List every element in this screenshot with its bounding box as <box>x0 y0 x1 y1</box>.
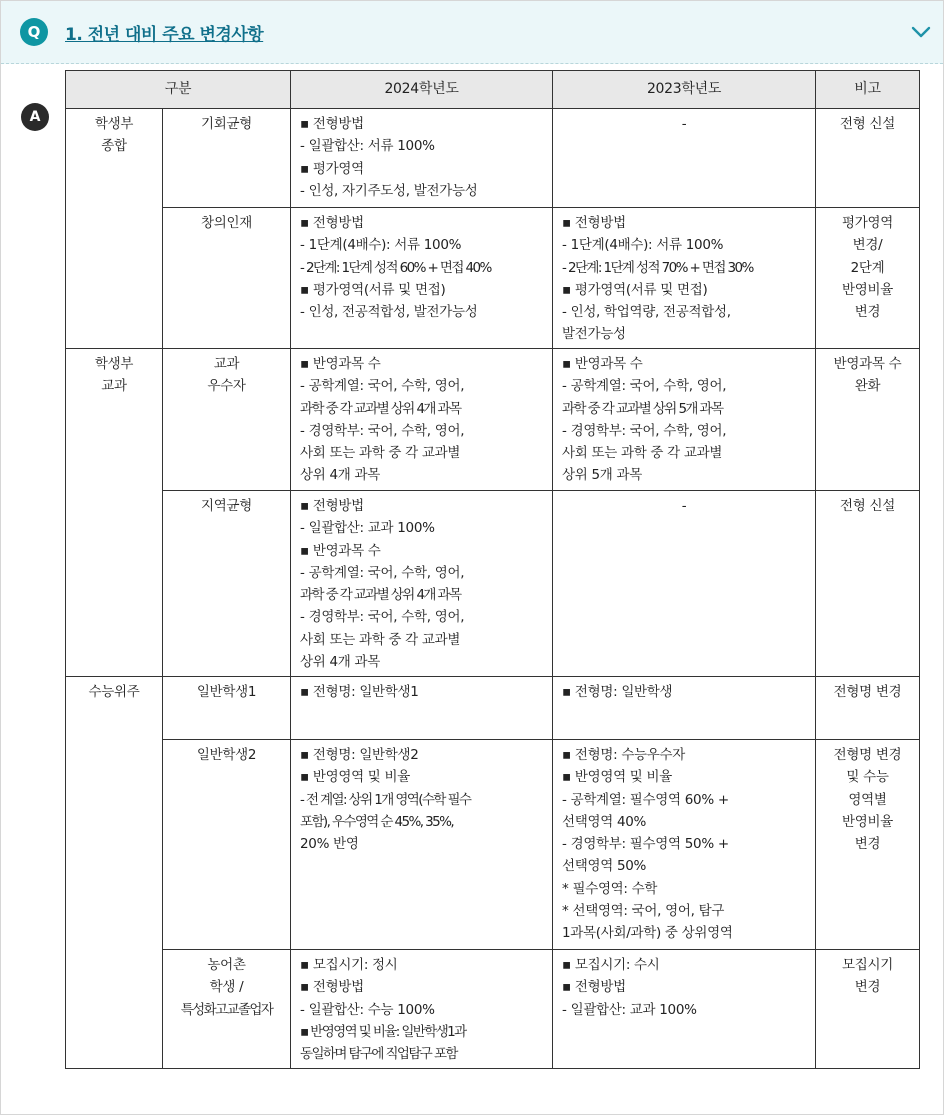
text-line: 상위 4개 과목 <box>300 467 380 484</box>
note-line: 변경 <box>854 836 881 853</box>
text-line: 과학 중 각 교과별 상위 4개 과목 <box>300 400 461 417</box>
subcategory-line: 특성화고교졸업자 <box>180 1001 273 1018</box>
text-line: ▪ 전형명: 일반학생 <box>562 684 673 700</box>
category-line: 학생부 <box>94 356 134 372</box>
text-line: ▪ 전형명: 수능우수자 <box>562 747 686 763</box>
text-line: - 인성, 학업역량, 전공적합성, <box>562 304 731 321</box>
cell-2024 <box>291 740 553 950</box>
table-row <box>66 208 920 349</box>
note-line: 반영과목 수 <box>833 356 902 372</box>
text-line: ▪ 전형방법 <box>300 116 364 132</box>
subcategory-cell <box>163 109 291 208</box>
note-line: 변경/ <box>852 237 883 254</box>
text-line: - 공학계열: 국어, 수학, 영어, <box>562 378 727 395</box>
question-title[interactable]: 1. 전년 대비 주요 변경사항 <box>65 25 264 45</box>
chevron-down-icon[interactable] <box>911 25 931 39</box>
text-line: 20% 반영 <box>300 836 359 853</box>
text-line: - 경영학부: 국어, 수학, 영어, <box>562 422 727 439</box>
cell-2024 <box>291 491 553 677</box>
text-line: 1과목(사회/과학) 중 상위영역 <box>562 925 733 942</box>
note-line: 평가영역 <box>842 215 893 231</box>
cell-note <box>816 109 920 208</box>
note-line: 반영비율 <box>842 281 893 298</box>
text-line: ▪ 전형방법 <box>562 979 626 996</box>
text-line: ▪ 모집시기: 정시 <box>300 957 398 973</box>
table-row <box>66 740 920 950</box>
subcategory-line: 농어촌 <box>207 957 246 973</box>
cell-note <box>816 491 920 677</box>
cell-2023 <box>553 208 816 349</box>
text-line: 사회 또는 과학 중 각 교과별 <box>562 445 723 462</box>
text-line: - 공학계열: 국어, 수학, 영어, <box>300 564 465 581</box>
text-line: - 1단계(4배수): 서류 100% <box>300 237 462 254</box>
text-line: - 공학계열: 국어, 수학, 영어, <box>300 378 465 395</box>
table-header-row <box>66 71 920 109</box>
category-line: 학생부 <box>94 116 134 132</box>
text-line: ▪ 전형명: 일반학생2 <box>300 747 419 763</box>
question-header[interactable] <box>1 1 943 64</box>
text-line: - 공학계열: 필수영역 60% + <box>562 791 729 808</box>
text-line: - <box>681 498 687 514</box>
cell-note <box>816 677 920 740</box>
table-row <box>66 950 920 1069</box>
cell-2024 <box>291 349 553 491</box>
cell-note <box>816 208 920 349</box>
note-line: 전형명 변경 <box>833 747 902 763</box>
note-line: 영역별 <box>848 791 887 808</box>
cell-2024 <box>291 677 553 740</box>
note-line: 모집시기 <box>842 957 893 973</box>
text-line: ▪ 전형방법 <box>300 215 364 231</box>
question-badge: Q <box>20 18 48 46</box>
text-line: 사회 또는 과학 중 각 교과별 <box>300 631 461 648</box>
text-line: 과학 중 각 교과별 상위 4개 과목 <box>300 587 461 604</box>
category-cell <box>66 677 163 1069</box>
cell-2024 <box>291 950 553 1069</box>
category-line: 교과 <box>101 378 127 395</box>
text-line: 선택영역 50% <box>562 858 647 875</box>
header-note: 비고 <box>816 71 920 109</box>
category-cell <box>66 109 163 349</box>
cell-note <box>816 349 920 491</box>
subcategory-line: 일반학생2 <box>196 747 257 763</box>
text-line: - 2단계: 1단계 성적 70% + 면접 30% <box>562 259 753 276</box>
text-line: - 경영학부: 국어, 수학, 영어, <box>300 422 465 439</box>
note-line: 전형 신설 <box>840 498 895 514</box>
text-line: ▪ 반영영역 및 비율 <box>562 769 673 786</box>
subcategory-cell <box>163 740 291 950</box>
changes-table <box>65 70 920 1069</box>
text-line: 포함), 우수영역 순 45%, 35%, <box>300 813 454 830</box>
text-line: - 경영학부: 필수영역 50% + <box>562 836 729 853</box>
cell-2023 <box>553 950 816 1069</box>
text-line: - 일괄합산: 서류 100% <box>300 138 435 155</box>
category-line: 종합 <box>101 138 127 155</box>
text-line: ▪ 전형명: 일반학생1 <box>300 684 419 700</box>
note-line: 변경 <box>854 979 881 996</box>
note-line: 2단계 <box>850 259 885 276</box>
table-row <box>66 677 920 740</box>
text-line: 동일하며 탐구에 직업탐구 포함 <box>300 1046 457 1063</box>
note-line: 전형명 변경 <box>833 684 902 700</box>
text-line: ▪ 반영과목 수 <box>562 356 643 372</box>
table-row <box>66 109 920 208</box>
text-line: - 인성, 전공적합성, 발전가능성 <box>300 304 478 321</box>
subcategory-cell <box>163 950 291 1069</box>
subcategory-line: 창의인재 <box>201 215 252 231</box>
category-line: 수능위주 <box>88 684 140 700</box>
cell-2023 <box>553 349 816 491</box>
cell-2024 <box>291 208 553 349</box>
text-line: ▪ 반영영역 및 비율 <box>300 769 411 786</box>
subcategory-line: 기회균형 <box>201 116 252 132</box>
cell-2023 <box>553 740 816 950</box>
note-line: 반영비율 <box>842 813 893 830</box>
text-line: - 일괄합산: 수능 100% <box>300 1001 435 1018</box>
text-line: - 일괄합산: 교과 100% <box>562 1001 697 1018</box>
text-line: ▪ 평가영역(서류 및 면접) <box>300 281 446 298</box>
subcategory-cell <box>163 491 291 677</box>
note-line: 완화 <box>854 378 881 395</box>
text-line: * 필수영역: 수학 <box>562 880 658 897</box>
text-line: - 경영학부: 국어, 수학, 영어, <box>300 609 465 626</box>
text-line: 과학 중 각 교과별 상위 5개 과목 <box>562 400 723 417</box>
text-line: ▪ 전형방법 <box>300 979 364 996</box>
cell-note <box>816 740 920 950</box>
subcategory-line: 교과 <box>213 356 240 372</box>
text-line: ▪ 평가영역(서류 및 면접) <box>562 281 708 298</box>
text-line: - <box>681 116 687 132</box>
cell-2023 <box>553 491 816 677</box>
text-line: 선택영역 40% <box>562 813 647 830</box>
cell-2024 <box>291 109 553 208</box>
text-line: ▪ 모집시기: 수시 <box>562 957 660 973</box>
header-2024: 2024학년도 <box>291 71 553 109</box>
cell-2023 <box>553 109 816 208</box>
category-cell <box>66 349 163 677</box>
text-line: 사회 또는 과학 중 각 교과별 <box>300 445 461 462</box>
text-line: ▪ 반영과목 수 <box>300 356 381 372</box>
text-line: ▪ 반영과목 수 <box>300 542 381 559</box>
text-line: - 1단계(4배수): 서류 100% <box>562 237 724 254</box>
text-line: ▪ 전형방법 <box>300 498 364 514</box>
subcategory-line: 지역균형 <box>201 498 252 514</box>
note-line: 및 수능 <box>846 769 889 786</box>
answer-badge: A <box>21 103 49 131</box>
header-2023: 2023학년도 <box>553 71 816 109</box>
text-line: ▪ 반영영역 및 비율: 일반학생1과 <box>300 1023 466 1040</box>
header-category: 구분 <box>66 71 291 109</box>
subcategory-cell <box>163 349 291 491</box>
subcategory-cell <box>163 677 291 740</box>
subcategory-line: 우수자 <box>207 378 246 395</box>
text-line: * 선택영역: 국어, 영어, 탐구 <box>562 903 725 920</box>
text-line: ▪ 평가영역 <box>300 160 364 177</box>
text-line: - 2단계: 1단계 성적 60% + 면접 40% <box>300 259 491 276</box>
text-line: 상위 5개 과목 <box>562 467 642 484</box>
cell-2023 <box>553 677 816 740</box>
table-row <box>66 349 920 491</box>
text-line: - 전 계열: 상위 1개 영역(수학 필수 <box>300 791 471 808</box>
text-line: - 인성, 자기주도성, 발전가능성 <box>300 182 478 199</box>
subcategory-line: 일반학생1 <box>196 684 257 700</box>
text-line: 발전가능성 <box>562 326 626 343</box>
text-line: ▪ 전형방법 <box>562 215 626 231</box>
cell-note <box>816 950 920 1069</box>
text-line: 상위 4개 과목 <box>300 654 380 671</box>
table-row <box>66 491 920 677</box>
subcategory-cell <box>163 208 291 349</box>
text-line: - 일괄합산: 교과 100% <box>300 520 435 537</box>
note-line: 전형 신설 <box>840 116 895 132</box>
subcategory-line: 학생 / <box>209 979 244 996</box>
note-line: 변경 <box>854 304 881 321</box>
